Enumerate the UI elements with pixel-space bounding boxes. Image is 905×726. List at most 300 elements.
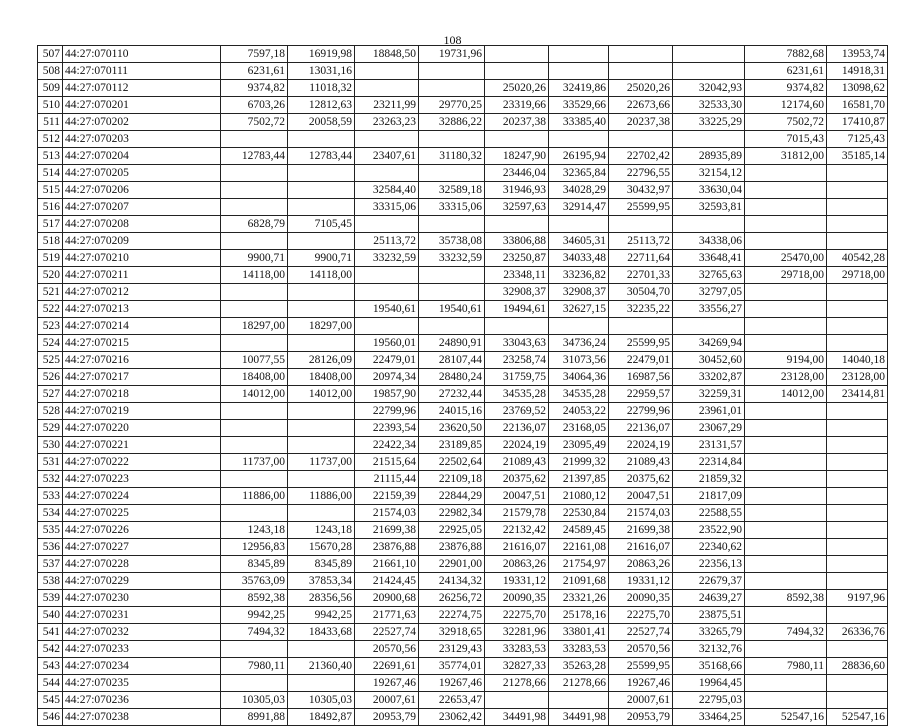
value-max-3-cell: 31073,56 — [549, 352, 609, 369]
value-min-2-cell: 21424,45 — [355, 573, 419, 590]
value-min-4-cell: 25113,72 — [609, 233, 673, 250]
value-min-2-cell — [355, 131, 419, 148]
row-number-cell: 518 — [38, 233, 63, 250]
value-min-2-cell — [355, 80, 419, 97]
value-max-2-cell: 28107,44 — [419, 352, 485, 369]
table-row — [38, 267, 888, 284]
value-max-5-cell — [827, 216, 888, 233]
value-max-2-cell: 32589,18 — [419, 182, 485, 199]
value-min-4-cell: 20047,51 — [609, 488, 673, 505]
value-min-5-cell: 9374,82 — [745, 80, 827, 97]
value-max-5-cell — [827, 335, 888, 352]
value-max-1-cell: 20058,59 — [288, 114, 355, 131]
value-min-4-cell: 22701,33 — [609, 267, 673, 284]
value-max-4-cell: 33202,87 — [673, 369, 745, 386]
row-number-cell: 538 — [38, 573, 63, 590]
value-max-1-cell — [288, 505, 355, 522]
value-min-5-cell — [745, 505, 827, 522]
value-min-2-cell: 20007,61 — [355, 692, 419, 709]
value-max-3-cell: 34033,48 — [549, 250, 609, 267]
value-max-5-cell — [827, 539, 888, 556]
cadastral-quarter-cell: 44:27:070219 — [63, 403, 221, 420]
value-max-2-cell: 32918,65 — [419, 624, 485, 641]
value-min-1-cell — [221, 471, 288, 488]
value-min-3-cell: 20047,51 — [485, 488, 549, 505]
value-min-2-cell: 22691,61 — [355, 658, 419, 675]
value-max-1-cell: 18433,68 — [288, 624, 355, 641]
row-number-cell: 532 — [38, 471, 63, 488]
value-min-1-cell — [221, 165, 288, 182]
value-max-4-cell: 22314,84 — [673, 454, 745, 471]
value-max-1-cell — [288, 420, 355, 437]
cadastral-quarter-cell: 44:27:070221 — [63, 437, 221, 454]
value-max-4-cell: 33225,29 — [673, 114, 745, 131]
value-min-3-cell — [485, 318, 549, 335]
value-min-2-cell: 23211,99 — [355, 97, 419, 114]
table-row — [38, 233, 888, 250]
value-min-5-cell — [745, 539, 827, 556]
value-max-5-cell: 13953,74 — [827, 46, 888, 63]
value-min-5-cell — [745, 165, 827, 182]
row-number-cell: 521 — [38, 284, 63, 301]
value-max-2-cell: 26256,72 — [419, 590, 485, 607]
table-row — [38, 284, 888, 301]
cadastral-quarter-cell: 44:27:070234 — [63, 658, 221, 675]
value-max-4-cell: 21859,32 — [673, 471, 745, 488]
value-max-4-cell: 34269,94 — [673, 335, 745, 352]
value-min-2-cell: 19540,61 — [355, 301, 419, 318]
value-max-4-cell: 22679,37 — [673, 573, 745, 590]
value-max-4-cell: 32533,30 — [673, 97, 745, 114]
value-max-4-cell: 32797,05 — [673, 284, 745, 301]
value-min-1-cell: 7980,11 — [221, 658, 288, 675]
value-max-1-cell — [288, 165, 355, 182]
value-min-4-cell: 22799,96 — [609, 403, 673, 420]
value-max-3-cell: 32908,37 — [549, 284, 609, 301]
value-min-1-cell: 9900,71 — [221, 250, 288, 267]
cadastral-quarter-cell: 44:27:070213 — [63, 301, 221, 318]
value-min-1-cell: 11886,00 — [221, 488, 288, 505]
value-min-5-cell: 7502,72 — [745, 114, 827, 131]
value-min-3-cell: 34535,28 — [485, 386, 549, 403]
value-min-3-cell: 32827,33 — [485, 658, 549, 675]
value-min-2-cell — [355, 63, 419, 80]
row-number-cell: 512 — [38, 131, 63, 148]
value-min-1-cell — [221, 403, 288, 420]
value-min-5-cell: 7494,32 — [745, 624, 827, 641]
value-min-1-cell: 10077,55 — [221, 352, 288, 369]
row-number-cell: 541 — [38, 624, 63, 641]
value-min-4-cell: 30504,70 — [609, 284, 673, 301]
value-max-4-cell: 33630,04 — [673, 182, 745, 199]
cadastral-quarter-cell: 44:27:070112 — [63, 80, 221, 97]
value-max-2-cell: 22502,64 — [419, 454, 485, 471]
value-max-4-cell — [673, 63, 745, 80]
value-min-4-cell: 19267,46 — [609, 675, 673, 692]
value-min-4-cell: 20090,35 — [609, 590, 673, 607]
table-row — [38, 369, 888, 386]
value-max-1-cell: 21360,40 — [288, 658, 355, 675]
value-max-1-cell: 11737,00 — [288, 454, 355, 471]
value-min-5-cell — [745, 488, 827, 505]
value-max-3-cell: 34491,98 — [549, 709, 609, 726]
value-max-3-cell: 23321,26 — [549, 590, 609, 607]
value-max-4-cell: 22588,55 — [673, 505, 745, 522]
cadastral-quarter-cell: 44:27:070212 — [63, 284, 221, 301]
value-max-5-cell — [827, 182, 888, 199]
value-max-2-cell: 23129,43 — [419, 641, 485, 658]
value-min-5-cell: 12174,60 — [745, 97, 827, 114]
value-min-5-cell — [745, 318, 827, 335]
value-min-1-cell: 1243,18 — [221, 522, 288, 539]
value-max-2-cell: 22925,05 — [419, 522, 485, 539]
value-max-5-cell — [827, 522, 888, 539]
value-max-4-cell: 22795,03 — [673, 692, 745, 709]
value-max-4-cell — [673, 131, 745, 148]
table-row — [38, 420, 888, 437]
value-min-1-cell: 35763,09 — [221, 573, 288, 590]
value-max-3-cell — [549, 46, 609, 63]
value-max-4-cell — [673, 46, 745, 63]
value-min-1-cell: 8345,89 — [221, 556, 288, 573]
value-max-2-cell: 22653,47 — [419, 692, 485, 709]
value-min-5-cell — [745, 692, 827, 709]
value-min-3-cell: 22275,70 — [485, 607, 549, 624]
table-row — [38, 301, 888, 318]
value-min-2-cell: 20953,79 — [355, 709, 419, 726]
value-max-4-cell: 32765,63 — [673, 267, 745, 284]
value-max-2-cell: 27232,44 — [419, 386, 485, 403]
value-min-1-cell: 7597,18 — [221, 46, 288, 63]
value-min-1-cell: 18408,00 — [221, 369, 288, 386]
value-max-1-cell — [288, 301, 355, 318]
value-max-5-cell — [827, 437, 888, 454]
value-min-4-cell — [609, 216, 673, 233]
value-min-2-cell: 33315,06 — [355, 199, 419, 216]
value-min-4-cell: 22711,64 — [609, 250, 673, 267]
value-min-3-cell: 19494,61 — [485, 301, 549, 318]
value-max-2-cell — [419, 267, 485, 284]
table-row — [38, 607, 888, 624]
cadastral-quarter-cell: 44:27:070216 — [63, 352, 221, 369]
table-row — [38, 318, 888, 335]
row-number-cell: 534 — [38, 505, 63, 522]
value-min-4-cell: 21574,03 — [609, 505, 673, 522]
value-min-3-cell: 33806,88 — [485, 233, 549, 250]
value-max-1-cell — [288, 471, 355, 488]
value-max-3-cell: 34028,29 — [549, 182, 609, 199]
row-number-cell: 519 — [38, 250, 63, 267]
value-max-4-cell: 23067,29 — [673, 420, 745, 437]
value-min-5-cell: 9194,00 — [745, 352, 827, 369]
value-min-4-cell: 25020,26 — [609, 80, 673, 97]
value-max-4-cell — [673, 318, 745, 335]
value-max-1-cell: 18492,87 — [288, 709, 355, 726]
value-min-3-cell: 21616,07 — [485, 539, 549, 556]
value-min-3-cell: 18247,90 — [485, 148, 549, 165]
value-max-4-cell: 34338,06 — [673, 233, 745, 250]
row-number-cell: 542 — [38, 641, 63, 658]
row-number-cell: 533 — [38, 488, 63, 505]
value-min-5-cell — [745, 471, 827, 488]
value-min-1-cell — [221, 641, 288, 658]
value-min-3-cell: 19331,12 — [485, 573, 549, 590]
value-max-2-cell: 24890,91 — [419, 335, 485, 352]
value-max-4-cell: 23131,57 — [673, 437, 745, 454]
value-min-2-cell: 19267,46 — [355, 675, 419, 692]
cadastral-quarter-cell: 44:27:070206 — [63, 182, 221, 199]
value-min-4-cell: 25599,95 — [609, 335, 673, 352]
value-min-4-cell: 20953,79 — [609, 709, 673, 726]
value-min-1-cell: 11737,00 — [221, 454, 288, 471]
value-max-2-cell: 35738,08 — [419, 233, 485, 250]
value-min-3-cell: 32908,37 — [485, 284, 549, 301]
value-max-1-cell — [288, 233, 355, 250]
value-min-5-cell — [745, 573, 827, 590]
value-min-3-cell: 34491,98 — [485, 709, 549, 726]
table-row — [38, 675, 888, 692]
value-max-4-cell: 21817,09 — [673, 488, 745, 505]
value-min-1-cell: 8991,88 — [221, 709, 288, 726]
value-min-5-cell — [745, 556, 827, 573]
row-number-cell: 516 — [38, 199, 63, 216]
table-row — [38, 46, 888, 63]
value-min-3-cell — [485, 216, 549, 233]
value-max-3-cell: 24589,45 — [549, 522, 609, 539]
value-max-3-cell: 34535,28 — [549, 386, 609, 403]
value-min-2-cell: 20570,56 — [355, 641, 419, 658]
row-number-cell: 544 — [38, 675, 63, 692]
table-row — [38, 454, 888, 471]
value-min-5-cell: 7882,68 — [745, 46, 827, 63]
value-max-5-cell: 28836,60 — [827, 658, 888, 675]
value-max-3-cell: 34605,31 — [549, 233, 609, 250]
cadastral-quarter-cell: 44:27:070209 — [63, 233, 221, 250]
value-max-1-cell: 28126,09 — [288, 352, 355, 369]
value-max-1-cell: 9942,25 — [288, 607, 355, 624]
table-row — [38, 539, 888, 556]
cadastral-quarter-cell: 44:27:070207 — [63, 199, 221, 216]
row-number-cell: 514 — [38, 165, 63, 182]
value-max-1-cell: 1243,18 — [288, 522, 355, 539]
table-row — [38, 97, 888, 114]
row-number-cell: 536 — [38, 539, 63, 556]
value-min-5-cell — [745, 233, 827, 250]
value-min-2-cell: 25113,72 — [355, 233, 419, 250]
value-max-4-cell: 32259,31 — [673, 386, 745, 403]
value-min-1-cell: 7502,72 — [221, 114, 288, 131]
value-min-1-cell — [221, 675, 288, 692]
value-min-4-cell — [609, 318, 673, 335]
value-max-2-cell: 22274,75 — [419, 607, 485, 624]
value-max-5-cell: 13098,62 — [827, 80, 888, 97]
value-min-2-cell: 18848,50 — [355, 46, 419, 63]
value-max-3-cell — [549, 131, 609, 148]
value-min-2-cell: 22159,39 — [355, 488, 419, 505]
value-min-2-cell — [355, 165, 419, 182]
cadastral-quarter-cell: 44:27:070226 — [63, 522, 221, 539]
value-max-2-cell: 33232,59 — [419, 250, 485, 267]
value-min-1-cell: 14118,00 — [221, 267, 288, 284]
table-row — [38, 505, 888, 522]
value-min-4-cell — [609, 46, 673, 63]
row-number-cell: 545 — [38, 692, 63, 709]
row-number-cell: 507 — [38, 46, 63, 63]
value-min-3-cell: 20090,35 — [485, 590, 549, 607]
cadastral-quarter-cell: 44:27:070224 — [63, 488, 221, 505]
table-row — [38, 709, 888, 726]
value-max-2-cell: 31180,32 — [419, 148, 485, 165]
value-max-2-cell: 23620,50 — [419, 420, 485, 437]
value-max-4-cell: 22340,62 — [673, 539, 745, 556]
value-min-1-cell — [221, 233, 288, 250]
cadastral-quarter-cell: 44:27:070225 — [63, 505, 221, 522]
value-min-2-cell: 19857,90 — [355, 386, 419, 403]
row-number-cell: 525 — [38, 352, 63, 369]
row-number-cell: 528 — [38, 403, 63, 420]
value-min-4-cell — [609, 131, 673, 148]
cadastral-quarter-cell: 44:27:070201 — [63, 97, 221, 114]
value-min-2-cell — [355, 284, 419, 301]
value-min-1-cell: 14012,00 — [221, 386, 288, 403]
value-max-4-cell: 24639,27 — [673, 590, 745, 607]
value-max-5-cell — [827, 556, 888, 573]
value-min-1-cell: 18297,00 — [221, 318, 288, 335]
value-min-3-cell — [485, 46, 549, 63]
value-max-5-cell: 7125,43 — [827, 131, 888, 148]
value-max-4-cell: 33464,25 — [673, 709, 745, 726]
value-min-3-cell: 21579,78 — [485, 505, 549, 522]
value-max-3-cell: 23168,05 — [549, 420, 609, 437]
value-max-2-cell: 29770,25 — [419, 97, 485, 114]
row-number-cell: 524 — [38, 335, 63, 352]
value-max-3-cell: 32419,86 — [549, 80, 609, 97]
value-min-1-cell: 8592,38 — [221, 590, 288, 607]
value-max-3-cell: 25178,16 — [549, 607, 609, 624]
value-max-2-cell: 24015,16 — [419, 403, 485, 420]
value-max-1-cell: 18297,00 — [288, 318, 355, 335]
cadastral-quarter-cell: 44:27:070210 — [63, 250, 221, 267]
value-max-4-cell: 30452,60 — [673, 352, 745, 369]
value-min-5-cell: 8592,38 — [745, 590, 827, 607]
value-max-3-cell: 33529,66 — [549, 97, 609, 114]
value-max-1-cell: 14012,00 — [288, 386, 355, 403]
cadastral-quarter-cell: 44:27:070236 — [63, 692, 221, 709]
value-min-2-cell: 23407,61 — [355, 148, 419, 165]
value-max-3-cell: 33385,40 — [549, 114, 609, 131]
value-max-1-cell: 28356,56 — [288, 590, 355, 607]
cadastral-quarter-cell: 44:27:070205 — [63, 165, 221, 182]
value-max-3-cell: 35263,28 — [549, 658, 609, 675]
value-min-5-cell — [745, 284, 827, 301]
cadastral-quarter-cell: 44:27:070218 — [63, 386, 221, 403]
table-row — [38, 182, 888, 199]
value-max-3-cell: 21754,97 — [549, 556, 609, 573]
value-min-5-cell — [745, 335, 827, 352]
table-row — [38, 573, 888, 590]
value-min-1-cell: 10305,03 — [221, 692, 288, 709]
table-body — [38, 46, 888, 726]
value-min-2-cell — [355, 267, 419, 284]
value-max-4-cell: 33648,41 — [673, 250, 745, 267]
value-max-4-cell: 33556,27 — [673, 301, 745, 318]
row-number-cell: 530 — [38, 437, 63, 454]
value-max-1-cell — [288, 437, 355, 454]
value-max-5-cell: 35185,14 — [827, 148, 888, 165]
value-min-3-cell: 23446,04 — [485, 165, 549, 182]
row-number-cell: 520 — [38, 267, 63, 284]
value-max-5-cell: 52547,16 — [827, 709, 888, 726]
row-number-cell: 543 — [38, 658, 63, 675]
value-min-4-cell: 22136,07 — [609, 420, 673, 437]
row-number-cell: 515 — [38, 182, 63, 199]
value-min-5-cell: 7980,11 — [745, 658, 827, 675]
row-number-cell: 531 — [38, 454, 63, 471]
value-max-3-cell — [549, 692, 609, 709]
value-max-2-cell: 22982,34 — [419, 505, 485, 522]
value-min-5-cell — [745, 216, 827, 233]
value-max-3-cell — [549, 63, 609, 80]
value-max-3-cell: 22161,08 — [549, 539, 609, 556]
table-row — [38, 352, 888, 369]
value-min-3-cell: 22024,19 — [485, 437, 549, 454]
value-min-5-cell — [745, 675, 827, 692]
value-min-4-cell: 20570,56 — [609, 641, 673, 658]
value-min-5-cell — [745, 522, 827, 539]
value-min-3-cell: 23769,52 — [485, 403, 549, 420]
value-max-3-cell: 22530,84 — [549, 505, 609, 522]
value-max-1-cell — [288, 199, 355, 216]
value-max-5-cell — [827, 284, 888, 301]
value-max-4-cell: 32132,76 — [673, 641, 745, 658]
value-min-1-cell: 6703,26 — [221, 97, 288, 114]
row-number-cell: 529 — [38, 420, 63, 437]
value-min-2-cell: 21771,63 — [355, 607, 419, 624]
value-min-2-cell: 20974,34 — [355, 369, 419, 386]
value-max-4-cell — [673, 216, 745, 233]
table-row — [38, 131, 888, 148]
value-max-1-cell: 18408,00 — [288, 369, 355, 386]
value-max-2-cell: 19731,96 — [419, 46, 485, 63]
table-row — [38, 165, 888, 182]
row-number-cell: 517 — [38, 216, 63, 233]
table-row — [38, 80, 888, 97]
value-min-3-cell: 23348,11 — [485, 267, 549, 284]
value-min-3-cell: 33043,63 — [485, 335, 549, 352]
value-min-2-cell: 23263,23 — [355, 114, 419, 131]
value-max-5-cell — [827, 471, 888, 488]
value-max-2-cell — [419, 80, 485, 97]
value-max-5-cell — [827, 488, 888, 505]
value-min-1-cell — [221, 301, 288, 318]
value-max-1-cell — [288, 641, 355, 658]
value-min-4-cell: 21616,07 — [609, 539, 673, 556]
table-row — [38, 488, 888, 505]
value-min-5-cell — [745, 301, 827, 318]
value-max-3-cell: 32365,84 — [549, 165, 609, 182]
cadastral-quarter-cell: 44:27:070232 — [63, 624, 221, 641]
value-min-2-cell: 21115,44 — [355, 471, 419, 488]
value-min-4-cell: 21089,43 — [609, 454, 673, 471]
value-min-4-cell: 22024,19 — [609, 437, 673, 454]
value-min-1-cell — [221, 199, 288, 216]
value-min-1-cell — [221, 437, 288, 454]
value-min-4-cell — [609, 63, 673, 80]
value-max-3-cell: 21080,12 — [549, 488, 609, 505]
value-min-2-cell: 20900,68 — [355, 590, 419, 607]
value-min-4-cell: 20007,61 — [609, 692, 673, 709]
value-min-3-cell: 21278,66 — [485, 675, 549, 692]
